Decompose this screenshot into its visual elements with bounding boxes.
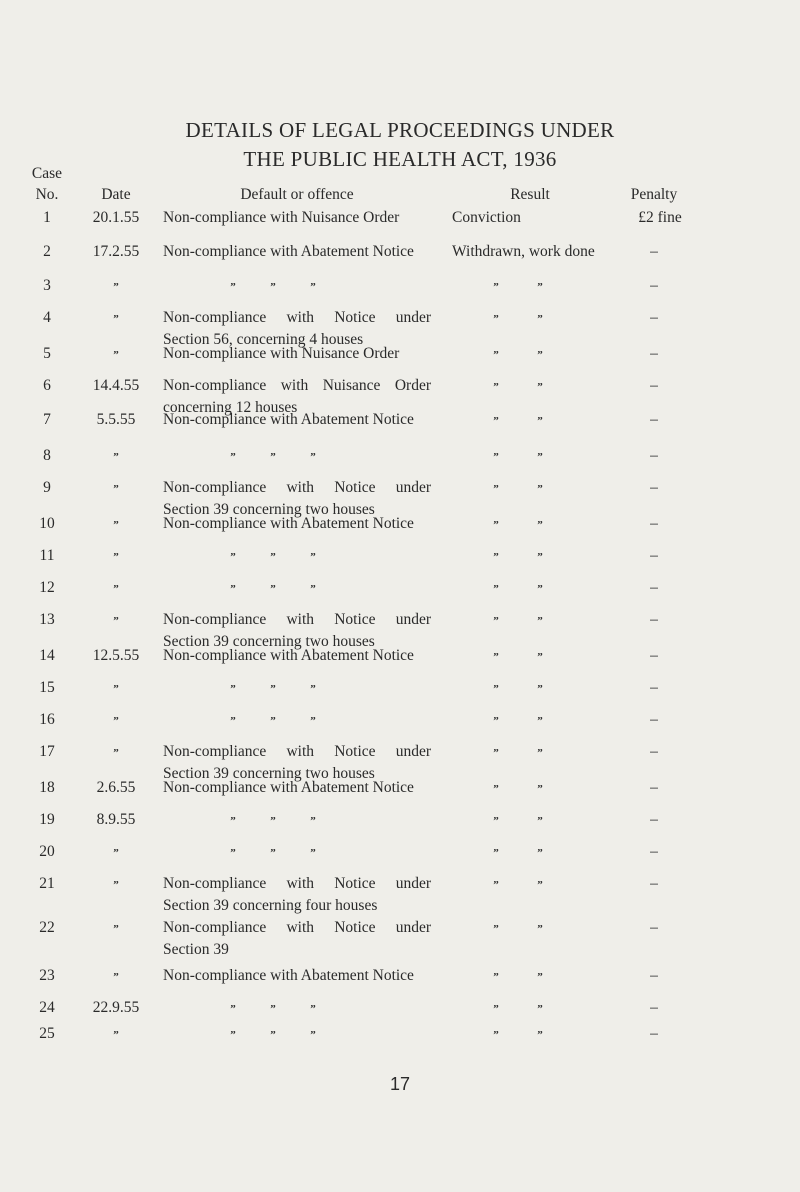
penalty-text: – [650,411,658,428]
penalty-text: – [650,1025,658,1042]
penalty-text: – [650,679,658,696]
offence-text: Non-compliance with Nuisance Order [163,345,400,362]
case-number: 13 [39,611,55,628]
header-offence: Default or offence [240,186,354,203]
result-text: ” ” [493,747,543,759]
case-number: 20 [39,843,55,860]
penalty-text: – [650,515,658,532]
penalty-text: – [650,711,658,728]
case-number: 25 [39,1025,55,1042]
penalty-text: £2 fine [638,209,682,226]
case-number: 4 [43,309,51,326]
case-date: 5.5.55 [96,411,136,428]
case-number: 2 [43,243,51,260]
case-date: ” [113,923,119,935]
offence-text: Non-compliance with Notice under [163,743,431,760]
case-date: 20.1.55 [92,209,140,226]
case-number: 17 [39,743,55,760]
result-text: ” ” [493,1003,543,1015]
case-date: ” [113,747,119,759]
result-text: ” ” [493,313,543,325]
case-date: ” [113,349,119,361]
case-date: 14.4.55 [92,377,140,394]
penalty-text: – [650,811,658,828]
penalty-text: – [650,243,658,260]
case-date: 8.9.55 [96,811,136,828]
case-number: 11 [39,547,55,564]
penalty-text: – [650,579,658,596]
result-text: ” ” [493,281,543,293]
penalty-text: – [650,479,658,496]
case-date: ” [113,583,119,595]
penalty-text: – [650,309,658,326]
result-text: ” ” [493,783,543,795]
result-text: ” ” [493,651,543,663]
case-number: 16 [39,711,55,728]
case-date: 2.6.55 [96,779,136,796]
header-date: Date [101,186,131,203]
header-case-top: Case [31,165,63,182]
offence-text: ” ” ” [230,815,316,827]
page-title-line-2: THE PUBLIC HEALTH ACT, 1936 [243,147,557,171]
offence-text: concerning 12 houses [163,399,298,416]
case-number: 8 [43,447,51,464]
offence-text: Section 39 [163,941,229,958]
offence-text: Non-compliance with Notice under [163,479,431,496]
case-date: ” [113,715,119,727]
case-date: ” [113,615,119,627]
result-text: ” ” [493,519,543,531]
case-date: ” [113,483,119,495]
offence-text: Non-compliance with Nuisance Order [163,377,431,394]
penalty-text: – [650,647,658,664]
penalty-text: – [650,447,658,464]
offence-text: Non-compliance with Abatement Notice [163,647,414,664]
case-date: 12.5.55 [92,647,140,664]
case-number: 9 [43,479,51,496]
result-text: Withdrawn, work done [452,243,595,260]
page-title-line-1: DETAILS OF LEGAL PROCEEDINGS UNDER [185,118,615,142]
offence-text: ” ” ” [230,715,316,727]
offence-text: Section 39 concerning four houses [163,897,378,914]
result-text: ” ” [493,971,543,983]
result-text: ” ” [493,583,543,595]
penalty-text: – [650,967,658,984]
result-text: ” ” [493,349,543,361]
result-text: ” ” [493,815,543,827]
offence-text: Non-compliance with Nuisance Order [163,209,400,226]
case-date: 22.9.55 [92,999,140,1016]
offence-text: ” ” ” [230,1003,316,1015]
case-date: ” [113,971,119,983]
penalty-text: – [650,743,658,760]
case-date: ” [113,519,119,531]
case-date: ” [113,879,119,891]
offence-text: Non-compliance with Notice under [163,919,431,936]
offence-text: Non-compliance with Abatement Notice [163,411,414,428]
offence-text: Section 39 concerning two houses [163,633,375,650]
case-number: 19 [39,811,55,828]
offence-text: ” ” ” [230,551,316,563]
result-text: ” ” [493,483,543,495]
case-date: ” [113,683,119,695]
result-text: ” ” [493,451,543,463]
offence-text: Non-compliance with Abatement Notice [163,243,414,260]
penalty-text: – [650,919,658,936]
result-text: ” ” [493,683,543,695]
offence-text: Section 56, concerning 4 houses [163,331,364,348]
penalty-text: – [650,611,658,628]
offence-text: ” ” ” [230,847,316,859]
case-number: 7 [43,411,51,428]
penalty-text: – [650,345,658,362]
offence-text: Non-compliance with Notice under [163,309,431,326]
offence-text: ” ” ” [230,583,316,595]
page-number: 17 [389,1074,411,1094]
case-number: 1 [43,209,51,226]
offence-text: Non-compliance with Notice under [163,875,431,892]
case-number: 12 [39,579,55,596]
offence-text: Section 39 concerning two houses [163,501,375,518]
offence-text: Section 39 concerning two houses [163,765,375,782]
penalty-text: – [650,277,658,294]
case-date: ” [113,281,119,293]
result-text: ” ” [493,923,543,935]
result-text: ” ” [493,551,543,563]
case-date: ” [113,551,119,563]
result-text: Conviction [452,209,521,226]
penalty-text: – [650,779,658,796]
penalty-text: – [650,999,658,1016]
header-penalty: Penalty [630,186,678,203]
offence-text: Non-compliance with Abatement Notice [163,779,414,796]
case-date: ” [113,847,119,859]
case-date: ” [113,1029,119,1041]
result-text: ” ” [493,847,543,859]
offence-text: ” ” ” [230,1029,316,1041]
case-number: 15 [39,679,55,696]
offence-text: ” ” ” [230,683,316,695]
penalty-text: – [650,377,658,394]
case-number: 3 [43,277,51,294]
offence-text: Non-compliance with Notice under [163,611,431,628]
penalty-text: – [650,875,658,892]
case-date: ” [113,313,119,325]
case-number: 14 [39,647,55,664]
offence-text: ” ” ” [230,281,316,293]
case-number: 5 [43,345,51,362]
case-number: 23 [39,967,55,984]
result-text: ” ” [493,415,543,427]
penalty-text: – [650,547,658,564]
case-number: 6 [43,377,51,394]
case-number: 24 [39,999,55,1016]
case-number: 18 [39,779,55,796]
penalty-text: – [650,843,658,860]
result-text: ” ” [493,615,543,627]
result-text: ” ” [493,1029,543,1041]
result-text: ” ” [493,879,543,891]
offence-text: Non-compliance with Abatement Notice [163,515,414,532]
result-text: ” ” [493,715,543,727]
case-date: ” [113,451,119,463]
offence-text: ” ” ” [230,451,316,463]
case-date: 17.2.55 [92,243,140,260]
case-number: 21 [39,875,55,892]
offence-text: Non-compliance with Abatement Notice [163,967,414,984]
header-case-no: No. [35,186,59,203]
result-text: ” ” [493,381,543,393]
case-number: 10 [39,515,55,532]
case-number: 22 [39,919,55,936]
header-result: Result [510,186,550,203]
